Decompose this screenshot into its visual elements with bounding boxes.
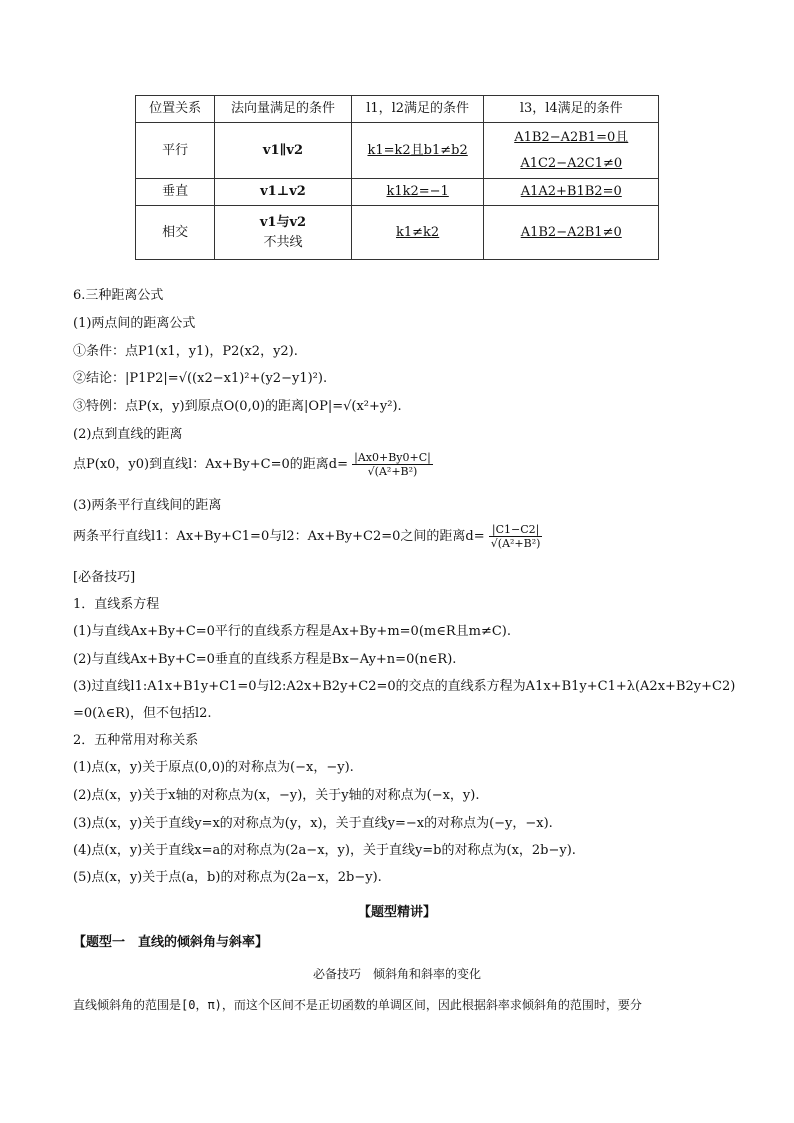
- relation-cell: 垂直: [136, 179, 215, 206]
- fraction-denominator: √(A²+B²): [490, 537, 541, 550]
- fraction: [352, 451, 433, 478]
- fraction-denominator: √(A²+B²): [367, 465, 418, 478]
- paragraph: (2)点到直线的距离: [73, 427, 183, 442]
- subtitle: 必备技巧 倾斜角和斜率的变化: [312, 967, 481, 981]
- paragraph: (1)点(x，y)关于原点(0,0)的对称点为(−x，−y).: [73, 760, 354, 775]
- paragraph: (1)两点间的距离公式: [73, 316, 196, 331]
- table-header-cell: 法向量满足的条件: [215, 96, 352, 123]
- paragraph: (3)过直线l1:A1x+B1y+C1=0与l2:A2x+B2y+C2=0的交点的直线系方程为A1x+B1y+C1+λ(A2x+B2y+C2): [73, 679, 736, 694]
- paragraph: (2)点(x，y)关于x轴的对称点为(x，−y)，关于y轴的对称点为(−x，y).: [73, 788, 480, 803]
- relation-table: [135, 95, 659, 260]
- normal-cell: v1∥v2: [215, 123, 352, 179]
- normal-line: 不共线: [263, 234, 303, 250]
- relation-cell: 相交: [136, 206, 215, 260]
- paragraph: 直线倾斜角的范围是[0，π)，而这个区间不是正切函数的单调区间，因此根据斜率求倾斜角的范围时，要分: [73, 998, 642, 1012]
- heading: 2．五种常用对称关系: [73, 733, 199, 748]
- section-title: 【题型精讲】: [357, 905, 436, 920]
- cond34-cell: A1B2−A2B1≠0: [484, 206, 659, 260]
- section-6-title: 6.三种距离公式: [73, 288, 164, 303]
- formula-text: 点P(x0，y0)到直线l：Ax+By+C=0的距离d=: [73, 457, 348, 472]
- paragraph: ①条件：点P1(x1，y1)，P2(x2，y2).: [73, 344, 298, 359]
- fraction: [489, 523, 543, 550]
- paragraph: (3)两条平行直线间的距离: [73, 498, 222, 513]
- cond12-cell: k1=k2且b1≠b2: [351, 123, 484, 179]
- table-header-cell: l3，l4满足的条件: [484, 96, 659, 123]
- cond34-line: A1B2−A2B1=0且: [514, 129, 629, 145]
- paragraph: ②结论：|P1P2|=√((x2−x1)²+(y2−y1)²).: [73, 371, 328, 386]
- formula-line: [73, 451, 433, 478]
- cond34-cell: A1A2+B1B2=0: [484, 179, 659, 206]
- paragraph: (1)与直线Ax+By+C=0平行的直线系方程是Ax+By+m=0(m∈R且m≠C).: [73, 624, 512, 639]
- relation-cell: 平行: [136, 123, 215, 179]
- cond34-line: A1C2−A2C1≠0: [520, 155, 623, 171]
- paragraph: (5)点(x，y)关于点(a，b)的对称点为(2a−x，2b−y).: [73, 870, 382, 885]
- cond34-cell: [484, 123, 659, 179]
- fraction-numerator: |C1−C2|: [489, 523, 543, 537]
- table-row: [136, 179, 659, 206]
- formula-line: [73, 523, 542, 550]
- normal-line: v1与v2: [259, 214, 307, 230]
- heading: 1．直线系方程: [73, 597, 160, 612]
- cond12-cell: k1k2=−1: [351, 179, 484, 206]
- topic-title: 【题型一 直线的倾斜角与斜率】: [73, 935, 269, 950]
- formula-text: 两条平行直线l1：Ax+By+C1=0与l2：Ax+By+C2=0之间的距离d=: [73, 529, 485, 544]
- cond12-cell: k1≠k2: [351, 206, 484, 260]
- table-row: [136, 206, 659, 260]
- fraction-numerator: |Ax0+By0+C|: [354, 451, 431, 464]
- table-header-cell: l1，l2满足的条件: [351, 96, 484, 123]
- normal-cell: v1⊥v2: [215, 179, 352, 206]
- paragraph: ③特例：点P(x，y)到原点O(0,0)的距离|OP|=√(x²+y²).: [73, 399, 402, 414]
- table-row: [136, 123, 659, 179]
- paragraph: (2)与直线Ax+By+C=0垂直的直线系方程是Bx−Ay+n=0(n∈R).: [73, 652, 457, 667]
- skills-tag: [必备技巧]: [73, 570, 136, 585]
- table-header-cell: 位置关系: [136, 96, 215, 123]
- normal-cell: [215, 206, 352, 260]
- paragraph: =0(λ∈R)，但不包括l2.: [73, 706, 212, 721]
- paragraph: (3)点(x，y)关于直线y=x的对称点为(y，x)，关于直线y=−x的对称点为(−y，−x).: [73, 816, 553, 831]
- paragraph: (4)点(x，y)关于直线x=a的对称点为(2a−x，y)，关于直线y=b的对称点为(x，2b−y).: [73, 843, 576, 858]
